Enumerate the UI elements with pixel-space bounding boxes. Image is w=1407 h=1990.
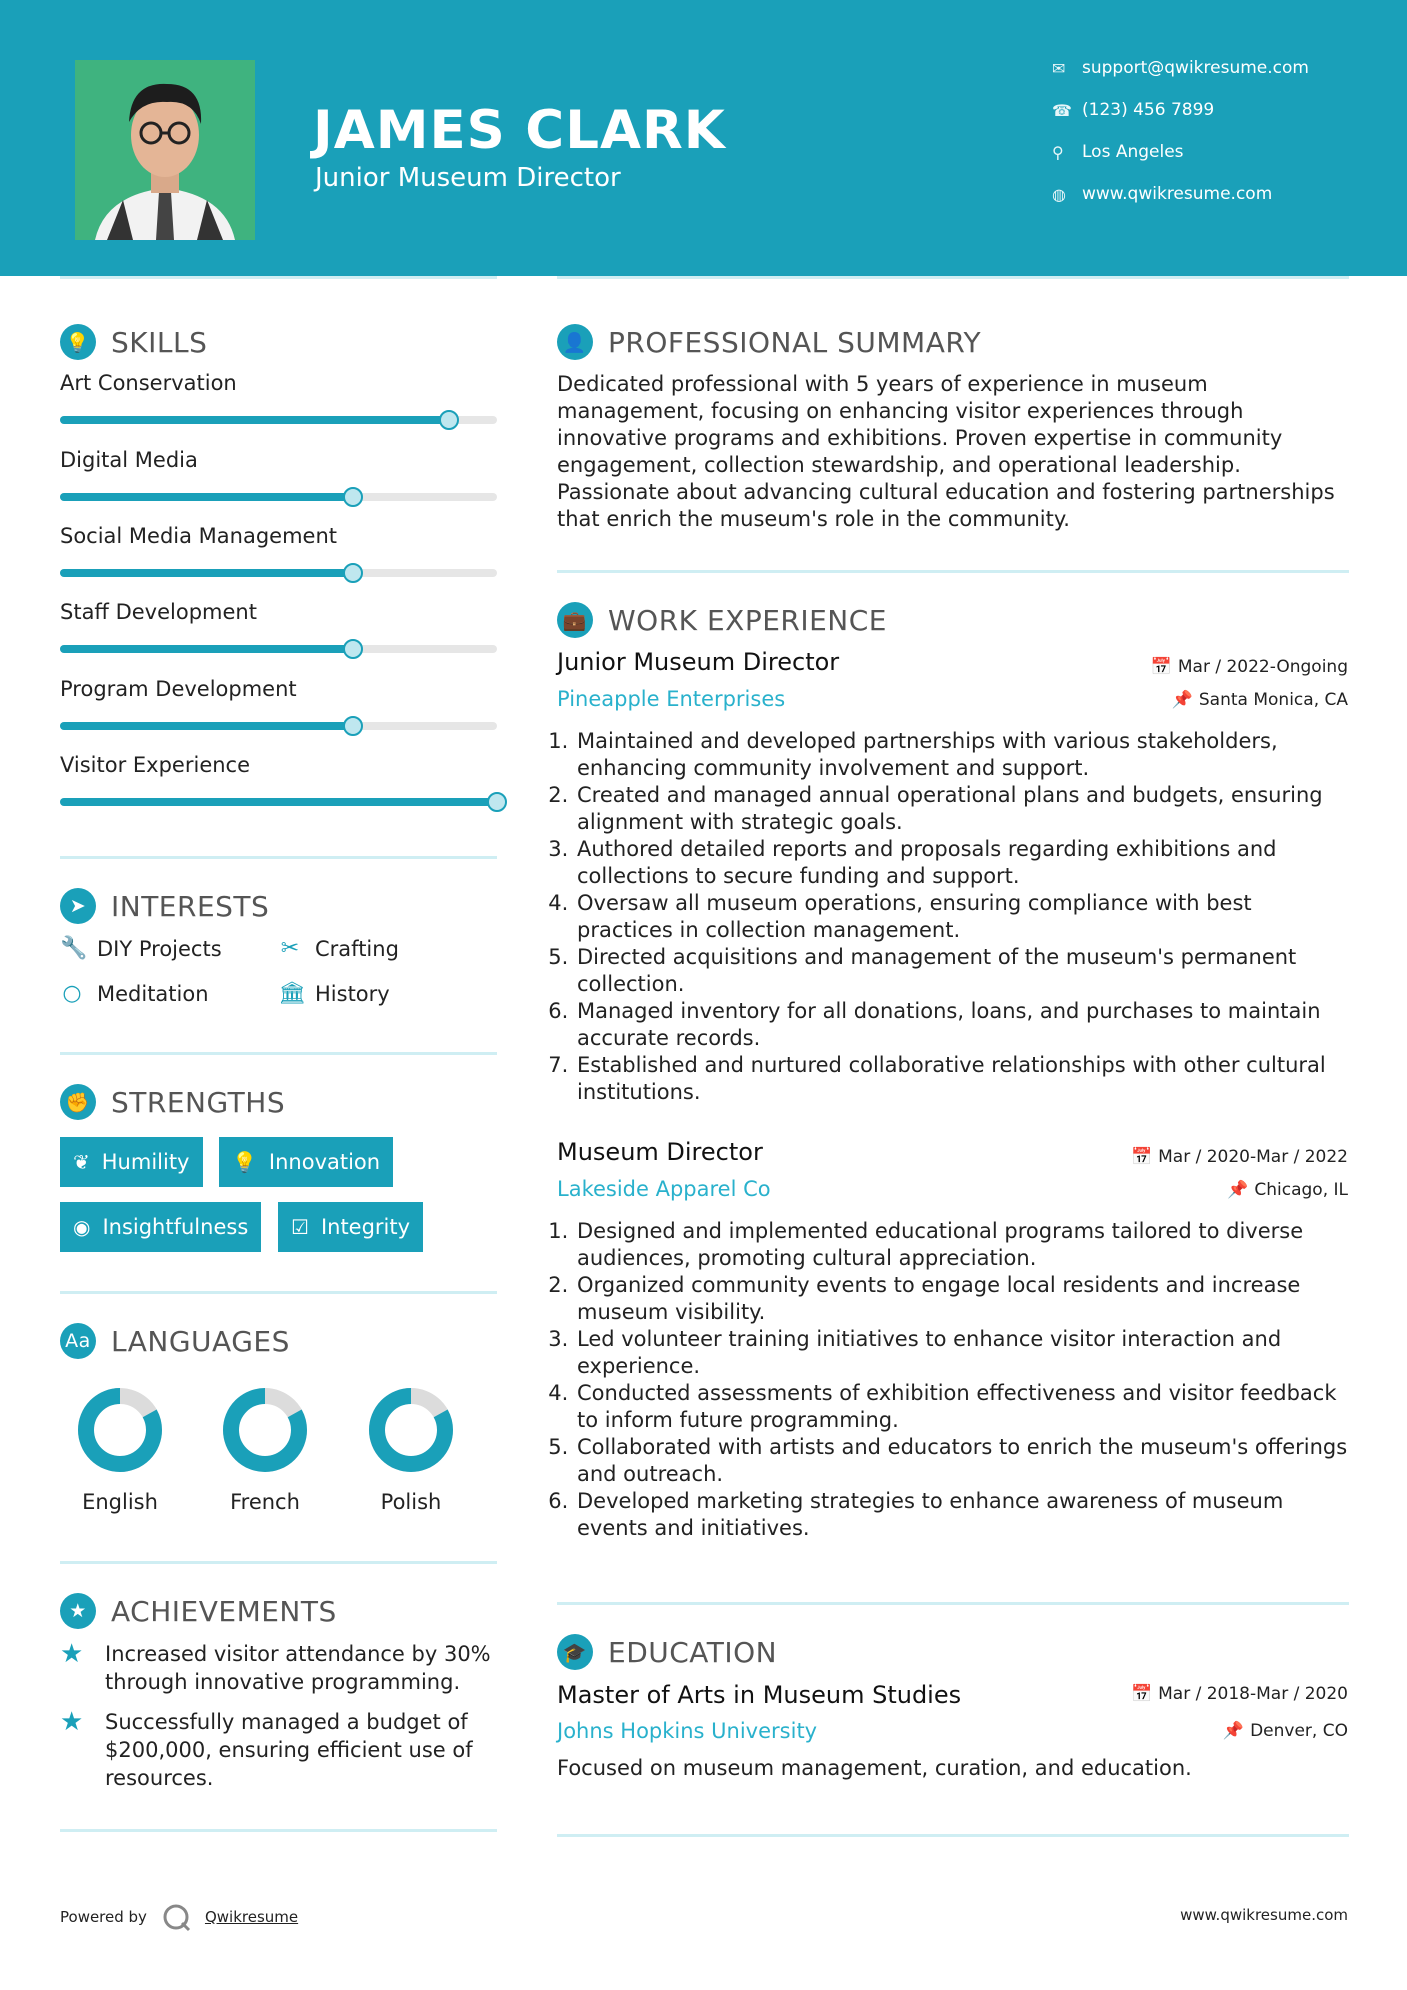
pin-icon: 📌 (1171, 690, 1193, 710)
language-donut-chart (70, 1380, 170, 1480)
job-title: Museum Director (557, 1138, 763, 1166)
check-square-icon: ☑ (291, 1215, 309, 1239)
museum-icon: 🏛 (278, 981, 306, 1006)
location-icon: ⚲ (1052, 142, 1064, 162)
strengths-title: STRENGTHS (111, 1085, 286, 1119)
strength-tag (60, 1137, 203, 1187)
skill-knob (343, 716, 363, 736)
contact-website-text: www.qwikresume.com (1082, 184, 1273, 204)
skill-label: Social Media Management (60, 524, 338, 548)
skill-bar (60, 493, 497, 501)
contact-location-text: Los Angeles (1082, 142, 1184, 162)
skill-knob (487, 792, 507, 812)
job-location-text: Chicago, IL (1254, 1180, 1348, 1200)
contact-phone (1052, 100, 1214, 120)
strength-tag (278, 1202, 423, 1252)
briefcase-icon: 💼 (557, 602, 593, 638)
job-location (1172, 690, 1348, 710)
wrench-icon: 🔧 (60, 936, 88, 961)
experience-title: WORK EXPERIENCE (608, 603, 887, 637)
divider (60, 856, 497, 859)
interest-item (278, 981, 390, 1006)
job-company[interactable]: Pineapple Enterprises (557, 687, 786, 711)
strength-label: Innovation (268, 1150, 381, 1174)
circle-icon: ○ (62, 981, 82, 1006)
duty-item: 4. Oversaw all museum operations, ensuring compliance with best practices in collection management. (575, 890, 1349, 944)
skill-knob (439, 410, 459, 430)
strength-tag (60, 1202, 261, 1252)
achievement-item (60, 1708, 500, 1792)
skill-knob (343, 563, 363, 583)
education-dates (1131, 1684, 1348, 1704)
skill-bar (60, 645, 497, 653)
profile-photo (75, 60, 255, 240)
skill-fill (60, 569, 353, 577)
footer-powered-by (60, 1902, 298, 1932)
skill-bar (60, 722, 497, 730)
divider (60, 1052, 497, 1055)
achievement-text: Successfully managed a budget of $200,000, ensuring efficient use of resources. (105, 1710, 473, 1790)
skill-label: Art Conservation (60, 371, 237, 395)
job-dates-text: Mar / 2020-Mar / 2022 (1158, 1147, 1348, 1167)
job-dates (1151, 657, 1348, 677)
eye-icon: ◉ (73, 1215, 91, 1239)
skill-bar (60, 416, 497, 424)
job-dates (1131, 1147, 1348, 1167)
duty-item: 2. Organized community events to engage local residents and increase museum visibility. (575, 1272, 1349, 1326)
skill-bar (60, 798, 497, 806)
achievement-item (60, 1640, 500, 1696)
interest-item (60, 936, 222, 961)
interest-label: Crafting (315, 936, 399, 961)
language-label: Polish (380, 1490, 442, 1514)
lightbulb-icon: 💡 (60, 324, 96, 360)
skill-fill (60, 722, 353, 730)
qwikresume-logo-icon (161, 1902, 195, 1932)
duty-item: 1. Designed and implemented educational programs tailored to diverse audiences, promoting cultural appreciation. (575, 1218, 1349, 1272)
interest-label: History (315, 981, 390, 1006)
paper-plane-icon: ➤ (60, 888, 96, 924)
language-label: French (230, 1490, 300, 1514)
lightbulb-icon: 💡 (232, 1150, 257, 1174)
contact-phone-text: (123) 456 7899 (1082, 100, 1215, 120)
skill-label: Program Development (60, 677, 297, 701)
calendar-icon: 📅 (1130, 1684, 1153, 1704)
globe-icon: ◍ (1052, 184, 1066, 204)
education-heading (557, 1634, 777, 1670)
contact-location (1052, 142, 1184, 162)
skill-knob (343, 639, 363, 659)
language-donut (70, 1380, 170, 1484)
skill-knob (343, 487, 363, 507)
skill-bar (60, 569, 497, 577)
divider (60, 1561, 497, 1564)
skills-title: SKILLS (111, 325, 208, 359)
education-dates-text: Mar / 2018-Mar / 2020 (1158, 1684, 1348, 1704)
summary-title: PROFESSIONAL SUMMARY (608, 325, 982, 359)
skill-fill (60, 416, 449, 424)
strength-tag (219, 1137, 393, 1187)
language-donut-chart (215, 1380, 315, 1480)
job-duties (557, 1218, 1349, 1542)
duty-item: 6. Developed marketing strategies to enhance awareness of museum events and initiatives. (575, 1488, 1349, 1542)
phone-icon: ☎ (1052, 100, 1072, 120)
divider (60, 276, 497, 279)
contact-email-text: support@qwikresume.com (1082, 58, 1309, 78)
duty-item: 2. Created and managed annual operational plans and budgets, ensuring alignment with strategic goals. (575, 782, 1349, 836)
divider (60, 1291, 497, 1294)
calendar-icon: 📅 (1150, 657, 1172, 677)
interest-label: Meditation (97, 981, 209, 1006)
star-badge-icon: ★ (60, 1593, 96, 1629)
skill-label: Digital Media (60, 448, 198, 472)
summary-heading (557, 324, 981, 360)
scissors-icon: ✂ (280, 936, 300, 961)
skills-heading (60, 324, 207, 360)
skill-fill (60, 798, 497, 806)
fist-icon: ✊ (60, 1084, 96, 1120)
pin-icon: 📌 (1222, 1721, 1245, 1741)
job-location-text: Santa Monica, CA (1198, 690, 1348, 710)
duty-item: 4. Conducted assessments of exhibition effectiveness and visitor feedback to inform future programming. (575, 1380, 1349, 1434)
job-dates-text: Mar / 2022-Ongoing (1177, 657, 1348, 677)
leaf-icon: ❦ (73, 1150, 90, 1174)
footer-url[interactable]: www.qwikresume.com (1180, 1906, 1348, 1924)
qwikresume-link[interactable]: Qwikresume (204, 1908, 299, 1926)
education-location-text: Denver, CO (1250, 1721, 1348, 1741)
languages-title: LANGUAGES (111, 1324, 290, 1358)
achievements-heading (60, 1593, 337, 1629)
job-company[interactable]: Lakeside Apparel Co (557, 1177, 771, 1201)
powered-by-text: Powered by (60, 1908, 147, 1926)
skill-label: Visitor Experience (60, 753, 251, 777)
interests-title: INTERESTS (111, 889, 270, 923)
achievement-text: Increased visitor attendance by 30% through innovative programming. (105, 1642, 491, 1694)
job-location (1227, 1180, 1348, 1200)
strength-label: Insightfulness (102, 1215, 249, 1239)
languages-heading (60, 1323, 290, 1359)
divider (557, 570, 1349, 573)
education-description: Focused on museum management, curation, and education. (557, 1756, 1192, 1780)
star-icon: ★ (60, 1707, 84, 1737)
experience-heading (557, 602, 887, 638)
contact-website[interactable] (1052, 184, 1272, 204)
duty-item: 7. Established and nurtured collaborative relationships with other cultural institutions. (575, 1052, 1349, 1106)
language-donut (361, 1380, 461, 1484)
language-icon: Aa (60, 1323, 96, 1359)
skill-label: Staff Development (60, 600, 257, 624)
graduation-cap-icon: 🎓 (557, 1634, 593, 1670)
strength-label: Integrity (320, 1215, 411, 1239)
email-icon: ✉ (1052, 58, 1066, 78)
divider (557, 1834, 1349, 1837)
interest-item (278, 936, 399, 961)
user-icon: 👤 (557, 324, 593, 360)
language-donut (215, 1380, 315, 1484)
duty-item: 1. Maintained and developed partnerships with various stakeholders, enhancing community involvement and support. (575, 728, 1349, 782)
calendar-icon: 📅 (1130, 1147, 1153, 1167)
education-location (1223, 1721, 1348, 1741)
job-duties (557, 728, 1349, 1106)
skill-fill (60, 493, 353, 501)
duty-item: 5. Directed acquisitions and management of the museum's permanent collection. (575, 944, 1349, 998)
duty-item: 5. Collaborated with artists and educators to enrich the museum's offerings and outreach. (575, 1434, 1349, 1488)
job-title: Junior Museum Director (557, 648, 840, 676)
education-school[interactable]: Johns Hopkins University (557, 1719, 818, 1743)
divider (557, 276, 1349, 279)
candidate-name: JAMES CLARK (313, 100, 726, 161)
duty-item: 6. Managed inventory for all donations, loans, and purchases to maintain accurate records. (575, 998, 1349, 1052)
interest-item (60, 981, 209, 1006)
star-icon: ★ (60, 1639, 84, 1669)
pin-icon: 📌 (1227, 1180, 1249, 1200)
strength-label: Humility (101, 1150, 190, 1174)
education-title: EDUCATION (608, 1635, 778, 1669)
divider (60, 1829, 497, 1832)
interest-label: DIY Projects (97, 936, 222, 961)
language-label: English (82, 1490, 158, 1514)
divider (557, 1602, 1349, 1605)
language-donut-chart (361, 1380, 461, 1480)
resume-header (0, 0, 1407, 276)
skill-fill (60, 645, 353, 653)
summary-text: Dedicated professional with 5 years of experience in museum management, focusing on enhancing visitor experiences through innovative programs and exhibitions. Proven expertise in community engagement, collection stewardship, and operational leadership. Passionate about advancing cultural education and fostering partnerships that enrich the museum's role in the community. (557, 372, 1335, 531)
contact-email[interactable] (1052, 58, 1309, 78)
candidate-role: Junior Museum Director (315, 163, 621, 193)
education-degree: Master of Arts in Museum Studies (557, 1681, 962, 1709)
strengths-heading (60, 1084, 285, 1120)
duty-item: 3. Authored detailed reports and proposals regarding exhibitions and collections to secure funding and support. (575, 836, 1349, 890)
duty-item: 3. Led volunteer training initiatives to enhance visitor interaction and experience. (575, 1326, 1349, 1380)
interests-heading (60, 888, 269, 924)
achievements-title: ACHIEVEMENTS (111, 1594, 337, 1628)
